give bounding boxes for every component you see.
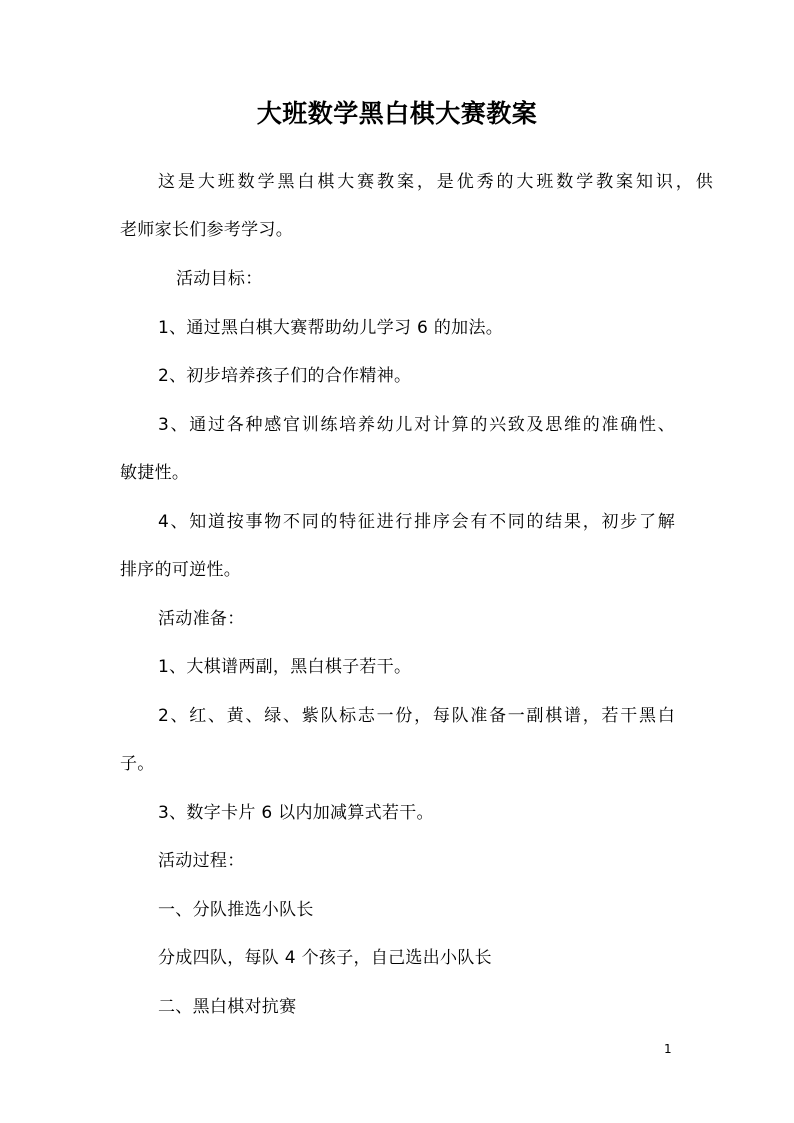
document-title: 大班数学黑白棋大赛教案 xyxy=(256,99,538,128)
list-item: 1、通过黑白棋大赛帮助幼儿学习 6 的加法。 xyxy=(158,318,504,338)
paragraph-line: 子。 xyxy=(120,754,155,774)
paragraph-line: 这是大班数学黑白棋大赛教案，是优秀的大班数学教案知识，供 xyxy=(158,172,713,192)
subsection-heading: 一、分队推选小队长 xyxy=(158,900,314,920)
section-heading: 活动目标： xyxy=(176,269,263,289)
list-item: 2、初步培养孩子们的合作精神。 xyxy=(158,366,412,386)
list-item: 1、大棋谱两副，黑白棋子若干。 xyxy=(158,657,412,677)
subsection-heading: 二、黑白棋对抗赛 xyxy=(158,997,297,1017)
section-heading: 活动准备： xyxy=(158,609,245,629)
paragraph-line: 分成四队，每队 4 个孩子，自己选出小队长 xyxy=(158,948,492,968)
page-number: 1 xyxy=(664,1042,672,1056)
paragraph-line: 敏捷性。 xyxy=(120,463,190,483)
paragraph-line: 排序的可逆性。 xyxy=(120,560,242,580)
list-item: 3、数字卡片 6 以内加减算式若干。 xyxy=(158,803,434,823)
section-heading: 活动过程： xyxy=(158,851,245,871)
paragraph-line: 老师家长们参考学习。 xyxy=(120,220,293,240)
list-item: 3、通过各种感官训练培养幼儿对计算的兴致及思维的准确性、 xyxy=(158,415,675,435)
list-item: 4、知道按事物不同的特征进行排序会有不同的结果，初步了解 xyxy=(158,512,675,532)
list-item: 2、红、黄、绿、紫队标志一份，每队准备一副棋谱，若干黑白 xyxy=(158,706,675,726)
